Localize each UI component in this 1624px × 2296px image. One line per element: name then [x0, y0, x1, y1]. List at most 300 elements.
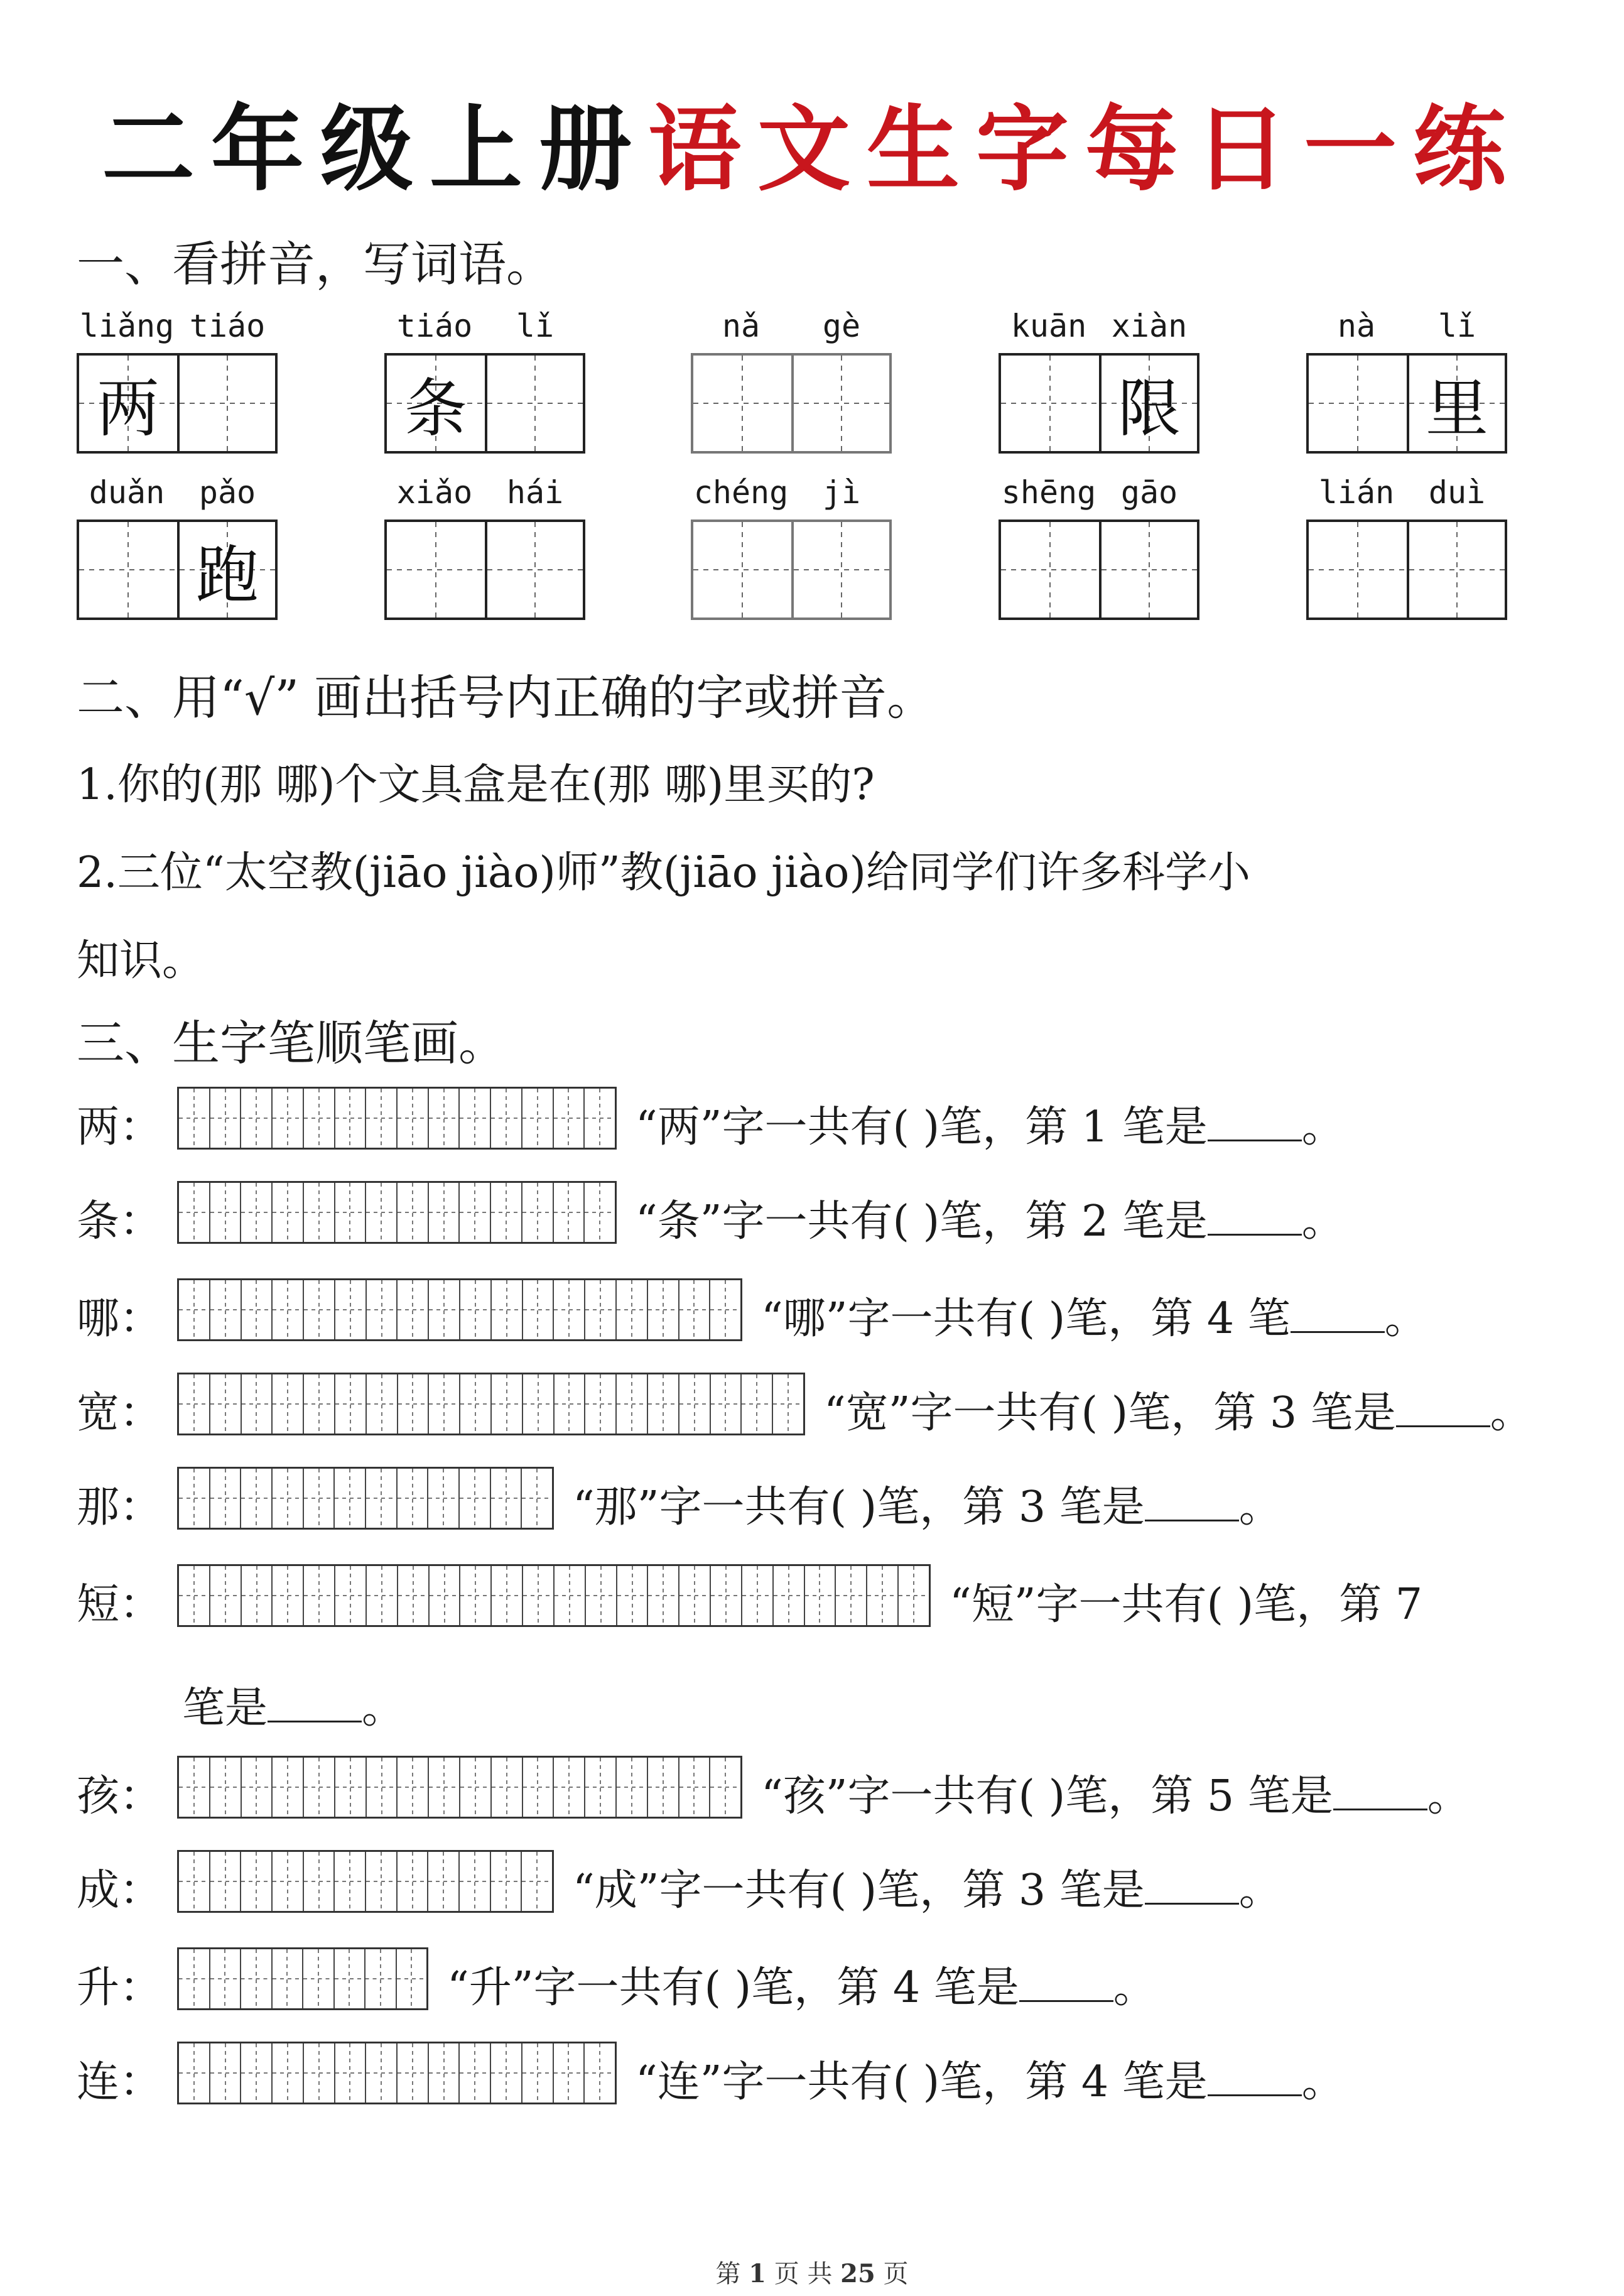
answer-blank[interactable]	[1208, 2057, 1302, 2096]
stroke-cell[interactable]	[772, 1566, 804, 1625]
stroke-cell[interactable]	[428, 1183, 459, 1242]
pinyin-item	[77, 474, 278, 638]
stroke-cell[interactable]	[303, 1089, 334, 1148]
stroke-cell[interactable]	[365, 1758, 397, 1817]
stroke-cell[interactable]	[428, 1566, 460, 1625]
stroke-cell[interactable]	[241, 1566, 272, 1625]
stroke-cell[interactable]	[209, 1374, 241, 1434]
stroke-cell[interactable]	[303, 1280, 334, 1339]
pinyin-syllable: nǎ	[722, 308, 761, 344]
stroke-cell[interactable]	[490, 1089, 521, 1148]
tianzige-grid	[384, 520, 585, 620]
stroke-cell[interactable]	[333, 1852, 365, 1911]
stroke-cell[interactable]	[365, 1852, 396, 1911]
stroke-cell[interactable]	[490, 1758, 522, 1817]
stroke-cell[interactable]	[583, 1089, 615, 1148]
stroke-cell[interactable]	[271, 2043, 303, 2103]
answer-blank[interactable]	[1396, 1388, 1490, 1427]
stroke-cell[interactable]	[804, 1566, 835, 1625]
stroke-question-text: “升”字一共有( )笔，第 4 笔是	[447, 1963, 1019, 2013]
stroke-cell[interactable]	[334, 1566, 365, 1625]
given-character	[693, 356, 791, 451]
continuation-end: 。	[362, 1684, 405, 1733]
stroke-cell[interactable]	[179, 1374, 209, 1434]
pinyin-label	[691, 308, 892, 352]
writing-cell[interactable]	[1001, 522, 1099, 618]
stroke-cell[interactable]	[522, 1374, 553, 1434]
stroke-cell[interactable]	[459, 1566, 490, 1625]
stroke-cell[interactable]	[709, 1758, 740, 1817]
stroke-cell[interactable]	[179, 1089, 209, 1148]
answer-blank[interactable]	[1145, 1865, 1239, 1905]
stroke-cell[interactable]	[678, 1374, 710, 1434]
answer-blank[interactable]	[1208, 1196, 1302, 1236]
tianzige-grid	[999, 353, 1199, 454]
pinyin-syllable: hái	[506, 474, 564, 511]
stroke-grid	[177, 1181, 617, 1244]
stroke-cell[interactable]	[240, 1089, 271, 1148]
stroke-cell[interactable]	[209, 1852, 241, 1911]
stroke-cell[interactable]	[522, 1566, 553, 1625]
answer-blank[interactable]	[1145, 1482, 1239, 1521]
stroke-cell[interactable]	[365, 1183, 396, 1242]
stroke-cell[interactable]	[490, 1852, 521, 1911]
stroke-cell[interactable]	[240, 1183, 271, 1242]
writing-cell[interactable]	[791, 522, 889, 618]
tianzige-grid	[691, 520, 892, 620]
stroke-cell[interactable]	[302, 1949, 333, 2008]
stroke-question-text: “成”字一共有( )笔，第 3 笔是	[573, 1866, 1145, 1915]
stroke-cell[interactable]	[397, 1374, 428, 1434]
stroke-cell[interactable]	[490, 1183, 521, 1242]
stroke-cell[interactable]	[458, 2043, 490, 2103]
pinyin-label	[384, 308, 585, 352]
stroke-question	[761, 1285, 1427, 1346]
writing-cell[interactable]	[1407, 356, 1505, 451]
stroke-cell[interactable]	[209, 1183, 241, 1242]
stroke-cell[interactable]	[458, 1469, 490, 1528]
stroke-question-text: “孩”字一共有( )笔，第 5 笔是	[761, 1771, 1333, 1821]
stroke-cell[interactable]	[303, 1758, 334, 1817]
stroke-question-text: “短”字一共有( )笔，第 7	[950, 1580, 1423, 1630]
stroke-cell[interactable]	[396, 1852, 428, 1911]
stroke-cell[interactable]	[209, 2043, 241, 2103]
stroke-cell[interactable]	[740, 1374, 772, 1434]
given-character	[1001, 356, 1099, 451]
page-footer	[0, 2254, 1624, 2290]
stroke-cell[interactable]	[427, 1852, 458, 1911]
stroke-grid	[177, 1087, 617, 1150]
tianzige-grid	[999, 520, 1199, 620]
stroke-cell[interactable]	[490, 1280, 522, 1339]
stroke-question	[636, 1187, 1345, 1248]
stroke-cell[interactable]	[333, 1949, 365, 2008]
character-label: 孩：	[77, 1771, 163, 1821]
stroke-cell[interactable]	[365, 2043, 396, 2103]
stroke-cell[interactable]	[179, 1280, 209, 1339]
stroke-cell[interactable]	[521, 1183, 553, 1242]
given-character: 两	[97, 372, 160, 445]
stroke-cell[interactable]	[647, 1280, 678, 1339]
given-character	[1309, 356, 1407, 451]
character-label: 哪：	[77, 1294, 163, 1344]
stroke-cell[interactable]	[553, 1089, 584, 1148]
footer-total-pages: 25	[840, 2259, 875, 2288]
stroke-cell[interactable]	[584, 1374, 615, 1434]
writing-cell[interactable]	[1309, 522, 1407, 618]
writing-cell[interactable]	[79, 522, 177, 618]
given-character	[1309, 522, 1407, 618]
given-character	[693, 522, 791, 618]
question-1: 1.你的(那 哪)个文具盒是在(那 哪)里买的?	[77, 760, 875, 810]
given-character: 限	[1118, 372, 1181, 445]
stroke-cell[interactable]	[303, 1374, 334, 1434]
stroke-cell[interactable]	[365, 1469, 396, 1528]
tianzige-grid	[77, 353, 278, 454]
given-character	[1001, 522, 1099, 618]
stroke-cell[interactable]	[396, 1089, 428, 1148]
stroke-cell[interactable]	[303, 1852, 334, 1911]
stroke-question-text: “那”字一共有( )笔，第 3 笔是	[573, 1483, 1145, 1532]
stroke-cell[interactable]	[583, 2043, 615, 2103]
pinyin-syllable: jì	[822, 474, 861, 511]
stroke-cell[interactable]	[553, 2043, 584, 2103]
stroke-cell[interactable]	[615, 1280, 647, 1339]
stroke-question	[636, 2048, 1345, 2109]
pinyin-item	[384, 308, 585, 471]
stroke-cell[interactable]	[334, 1183, 365, 1242]
stroke-cell[interactable]	[521, 1089, 553, 1148]
section2-heading: 二、用“√” 画出括号内正确的字或拼音。	[77, 670, 935, 726]
stroke-grid	[177, 1278, 742, 1341]
tianzige-grid	[1306, 520, 1507, 620]
stroke-question-text: “连”字一共有( )笔，第 4 笔是	[636, 2057, 1208, 2107]
row-end: 。	[1238, 1866, 1282, 1915]
stroke-cell[interactable]	[179, 1183, 209, 1242]
stroke-cell[interactable]	[583, 1183, 615, 1242]
given-character	[1409, 522, 1505, 618]
pinyin-syllable: lián	[1318, 474, 1395, 511]
stroke-cell[interactable]	[334, 1758, 365, 1817]
stroke-cell[interactable]	[303, 2043, 334, 2103]
stroke-cell[interactable]	[241, 1280, 272, 1339]
stroke-cell[interactable]	[553, 1183, 584, 1242]
writing-cell[interactable]	[1099, 356, 1197, 451]
stroke-cell[interactable]	[428, 2043, 459, 2103]
pinyin-syllable: pǎo	[198, 474, 256, 511]
stroke-cell[interactable]	[459, 1280, 490, 1339]
stroke-cell[interactable]	[709, 1280, 740, 1339]
pinyin-syllable: xiǎo	[396, 474, 473, 511]
stroke-grid	[177, 1373, 805, 1435]
writing-cell[interactable]	[485, 356, 583, 451]
pinyin-label	[1306, 474, 1507, 518]
stroke-cell[interactable]	[334, 1374, 365, 1434]
tianzige-grid	[691, 353, 892, 454]
answer-blank[interactable]	[1333, 1771, 1427, 1810]
stroke-cell[interactable]	[772, 1374, 803, 1434]
stroke-cell[interactable]	[458, 1089, 490, 1148]
stroke-cell[interactable]	[365, 1566, 397, 1625]
pinyin-syllable: lǐ	[516, 308, 555, 344]
page-title	[0, 75, 1624, 209]
writing-cell[interactable]	[1001, 356, 1099, 451]
stroke-question	[950, 1570, 1422, 1631]
answer-blank[interactable]	[1291, 1293, 1385, 1333]
tianzige-grid	[77, 520, 278, 620]
writing-cell[interactable]	[177, 356, 275, 451]
pinyin-syllable: gè	[822, 308, 861, 344]
row-end: 。	[1301, 1102, 1345, 1152]
continuation-text: 笔是	[182, 1684, 268, 1733]
given-character	[794, 522, 889, 618]
stroke-cell[interactable]	[240, 2043, 271, 2103]
given-character	[180, 356, 275, 451]
stroke-cell[interactable]	[334, 2043, 365, 2103]
stroke-cell[interactable]	[365, 1089, 396, 1148]
row-end: 。	[1427, 1771, 1470, 1821]
stroke-cell[interactable]	[271, 1280, 303, 1339]
stroke-cell[interactable]	[240, 1949, 271, 2008]
writing-cell[interactable]	[485, 522, 583, 618]
stroke-cell[interactable]	[678, 1758, 710, 1817]
row-end: 。	[1301, 1197, 1345, 1246]
pinyin-item	[77, 308, 278, 471]
stroke-cell[interactable]	[522, 1280, 553, 1339]
character-label: 宽：	[77, 1388, 163, 1438]
given-character	[387, 522, 485, 618]
stroke-cell[interactable]	[303, 1469, 334, 1528]
stroke-cell[interactable]	[678, 1566, 710, 1625]
stroke-cell[interactable]	[364, 1949, 396, 2008]
stroke-cell[interactable]	[179, 1949, 209, 2008]
stroke-grid	[177, 1564, 931, 1627]
pinyin-syllable: duǎn	[89, 474, 165, 511]
section1-heading: 一、看拼音，写词语。	[77, 236, 554, 292]
pinyin-syllable: nà	[1337, 308, 1376, 344]
stroke-cell[interactable]	[271, 1566, 303, 1625]
stroke-question	[761, 1762, 1470, 1823]
stroke-cell[interactable]	[428, 1089, 459, 1148]
stroke-grid	[177, 1756, 742, 1819]
given-character	[487, 356, 583, 451]
pinyin-item	[691, 308, 892, 471]
writing-cell[interactable]	[177, 522, 275, 618]
title-black-part: 二年级上册	[102, 94, 648, 204]
answer-blank[interactable]	[1208, 1102, 1302, 1141]
stroke-cell[interactable]	[459, 1374, 490, 1434]
stroke-cell[interactable]	[240, 1469, 271, 1528]
stroke-cell[interactable]	[490, 1566, 522, 1625]
stroke-cell[interactable]	[428, 1374, 459, 1434]
stroke-cell[interactable]	[271, 1758, 303, 1817]
stroke-question-text: “宽”字一共有( )笔，第 3 笔是	[824, 1388, 1396, 1438]
stroke-cell[interactable]	[303, 1183, 334, 1242]
stroke-grid	[177, 1467, 554, 1530]
stroke-question	[573, 1856, 1282, 1917]
stroke-cell[interactable]	[179, 1758, 209, 1817]
pinyin-label	[77, 474, 278, 518]
character-label: 两：	[77, 1102, 163, 1152]
stroke-cell[interactable]	[710, 1374, 741, 1434]
stroke-cell[interactable]	[365, 1280, 397, 1339]
writing-cell[interactable]	[693, 522, 791, 618]
pinyin-syllable: duì	[1428, 474, 1486, 511]
stroke-question	[573, 1473, 1282, 1534]
writing-cell[interactable]	[387, 522, 485, 618]
stroke-cell[interactable]	[396, 1183, 428, 1242]
stroke-cell[interactable]	[647, 1374, 678, 1434]
stroke-cell[interactable]	[303, 1566, 334, 1625]
pinyin-syllable: kuān	[1010, 308, 1087, 344]
stroke-cell[interactable]	[271, 1852, 303, 1911]
pinyin-syllable: shēng	[1001, 474, 1096, 511]
character-label: 条：	[77, 1197, 163, 1246]
pinyin-label	[77, 308, 278, 352]
pinyin-label	[1306, 308, 1507, 352]
character-label: 短：	[77, 1580, 163, 1630]
stroke-cell[interactable]	[427, 1469, 458, 1528]
stroke-cell[interactable]	[271, 1469, 303, 1528]
stroke-cell[interactable]	[396, 1280, 428, 1339]
stroke-cell[interactable]	[835, 1566, 866, 1625]
stroke-cell[interactable]	[585, 1566, 616, 1625]
pinyin-label	[384, 474, 585, 518]
stroke-cell[interactable]	[710, 1566, 741, 1625]
stroke-cell[interactable]	[179, 1469, 209, 1528]
pinyin-syllable: tiáo	[396, 308, 473, 344]
answer-blank[interactable]	[1019, 1962, 1113, 2002]
question-2-line1: 2.三位“太空教(jiāo jiào)师”教(jiāo jiào)给同学们许多科学小	[77, 848, 1251, 898]
question-2-line2: 知识。	[77, 936, 205, 986]
writing-cell[interactable]	[1407, 522, 1505, 618]
stroke-cell[interactable]	[271, 1089, 303, 1148]
writing-cell[interactable]	[387, 356, 485, 451]
answer-blank[interactable]	[268, 1683, 362, 1722]
pinyin-item	[691, 474, 892, 638]
stroke-grid	[177, 1947, 428, 2010]
stroke-cell[interactable]	[209, 1280, 241, 1339]
stroke-cell[interactable]	[396, 1469, 428, 1528]
stroke-cell[interactable]	[334, 1089, 365, 1148]
stroke-cell[interactable]	[616, 1566, 647, 1625]
stroke-cell[interactable]	[240, 1852, 271, 1911]
given-character: 跑	[196, 538, 259, 612]
stroke-cell[interactable]	[179, 1852, 209, 1911]
row-end: 。	[1301, 2057, 1345, 2107]
given-character	[794, 356, 889, 451]
stroke-cell[interactable]	[866, 1566, 897, 1625]
stroke-cell[interactable]	[209, 1566, 241, 1625]
stroke-cell[interactable]	[521, 2043, 553, 2103]
stroke-cell[interactable]	[741, 1566, 772, 1625]
stroke-cell[interactable]	[897, 1566, 929, 1625]
stroke-cell[interactable]	[458, 1183, 490, 1242]
stroke-cell[interactable]	[459, 1758, 490, 1817]
stroke-cell[interactable]	[396, 1949, 427, 2008]
stroke-cell[interactable]	[209, 1089, 241, 1148]
stroke-cell[interactable]	[209, 1469, 241, 1528]
stroke-cell[interactable]	[334, 1280, 365, 1339]
stroke-cell[interactable]	[333, 1469, 365, 1528]
stroke-cell[interactable]	[209, 1758, 241, 1817]
stroke-question-text: “哪”字一共有( )笔，第 4 笔	[761, 1294, 1291, 1344]
stroke-cell[interactable]	[553, 1566, 585, 1625]
stroke-cell[interactable]	[615, 1374, 647, 1434]
stroke-cell[interactable]	[521, 1469, 552, 1528]
stroke-cell[interactable]	[678, 1280, 710, 1339]
stroke-cell[interactable]	[241, 1758, 272, 1817]
pinyin-item	[999, 308, 1199, 471]
stroke-cell[interactable]	[490, 1374, 522, 1434]
row-end: 。	[1113, 1963, 1156, 2013]
stroke-cell[interactable]	[179, 2043, 209, 2103]
footer-mid: 页 共	[774, 2260, 833, 2288]
row-end: 。	[1238, 1483, 1282, 1532]
stroke-cell[interactable]	[271, 1374, 303, 1434]
stroke-cell[interactable]	[271, 1183, 303, 1242]
writing-cell[interactable]	[1309, 356, 1407, 451]
stroke-cell[interactable]	[584, 1280, 615, 1339]
stroke-cell[interactable]	[490, 1469, 521, 1528]
pinyin-syllable: tiáo	[189, 308, 266, 344]
pinyin-syllable: liǎng	[79, 308, 175, 344]
tianzige-grid	[384, 353, 585, 454]
pinyin-item	[1306, 308, 1507, 471]
character-label: 连：	[77, 2057, 163, 2107]
stroke-cell[interactable]	[553, 1374, 585, 1434]
row-end: 。	[1384, 1294, 1427, 1344]
stroke-cell[interactable]	[647, 1758, 678, 1817]
writing-cell[interactable]	[1099, 522, 1197, 618]
stroke-grid	[177, 1850, 554, 1913]
stroke-cell[interactable]	[521, 1852, 552, 1911]
title-red-part: 语文生字每日一练	[648, 94, 1522, 204]
stroke-question-text: “两”字一共有( )笔，第 1 笔是	[636, 1102, 1208, 1152]
stroke-cell[interactable]	[396, 2043, 428, 2103]
footer-post: 页	[883, 2260, 909, 2288]
stroke-cell[interactable]	[615, 1758, 647, 1817]
stroke-cell[interactable]	[428, 1280, 459, 1339]
stroke-cell[interactable]	[397, 1566, 428, 1625]
stroke-cell[interactable]	[458, 1852, 490, 1911]
pinyin-label	[999, 474, 1199, 518]
stroke-cell[interactable]	[490, 2043, 521, 2103]
stroke-cell[interactable]	[584, 1758, 615, 1817]
stroke-cell[interactable]	[365, 1374, 397, 1434]
pinyin-syllable: chéng	[693, 474, 789, 511]
given-character	[1102, 522, 1197, 618]
row-end: 。	[1490, 1388, 1533, 1438]
stroke-cell[interactable]	[179, 1566, 209, 1625]
stroke-cell[interactable]	[553, 1280, 584, 1339]
stroke-grid	[177, 2042, 617, 2104]
writing-cell[interactable]	[791, 356, 889, 451]
stroke-cell[interactable]	[396, 1758, 428, 1817]
writing-cell[interactable]	[693, 356, 791, 451]
stroke-cell[interactable]	[553, 1758, 584, 1817]
stroke-cell[interactable]	[209, 1949, 241, 2008]
stroke-cell[interactable]	[522, 1758, 553, 1817]
stroke-cell[interactable]	[647, 1566, 678, 1625]
stroke-cell[interactable]	[271, 1949, 303, 2008]
pinyin-label	[691, 474, 892, 518]
stroke-cell[interactable]	[241, 1374, 272, 1434]
pinyin-item	[999, 474, 1199, 638]
writing-cell[interactable]	[79, 356, 177, 451]
stroke-cell[interactable]	[428, 1758, 459, 1817]
pinyin-syllable: gāo	[1120, 474, 1178, 511]
